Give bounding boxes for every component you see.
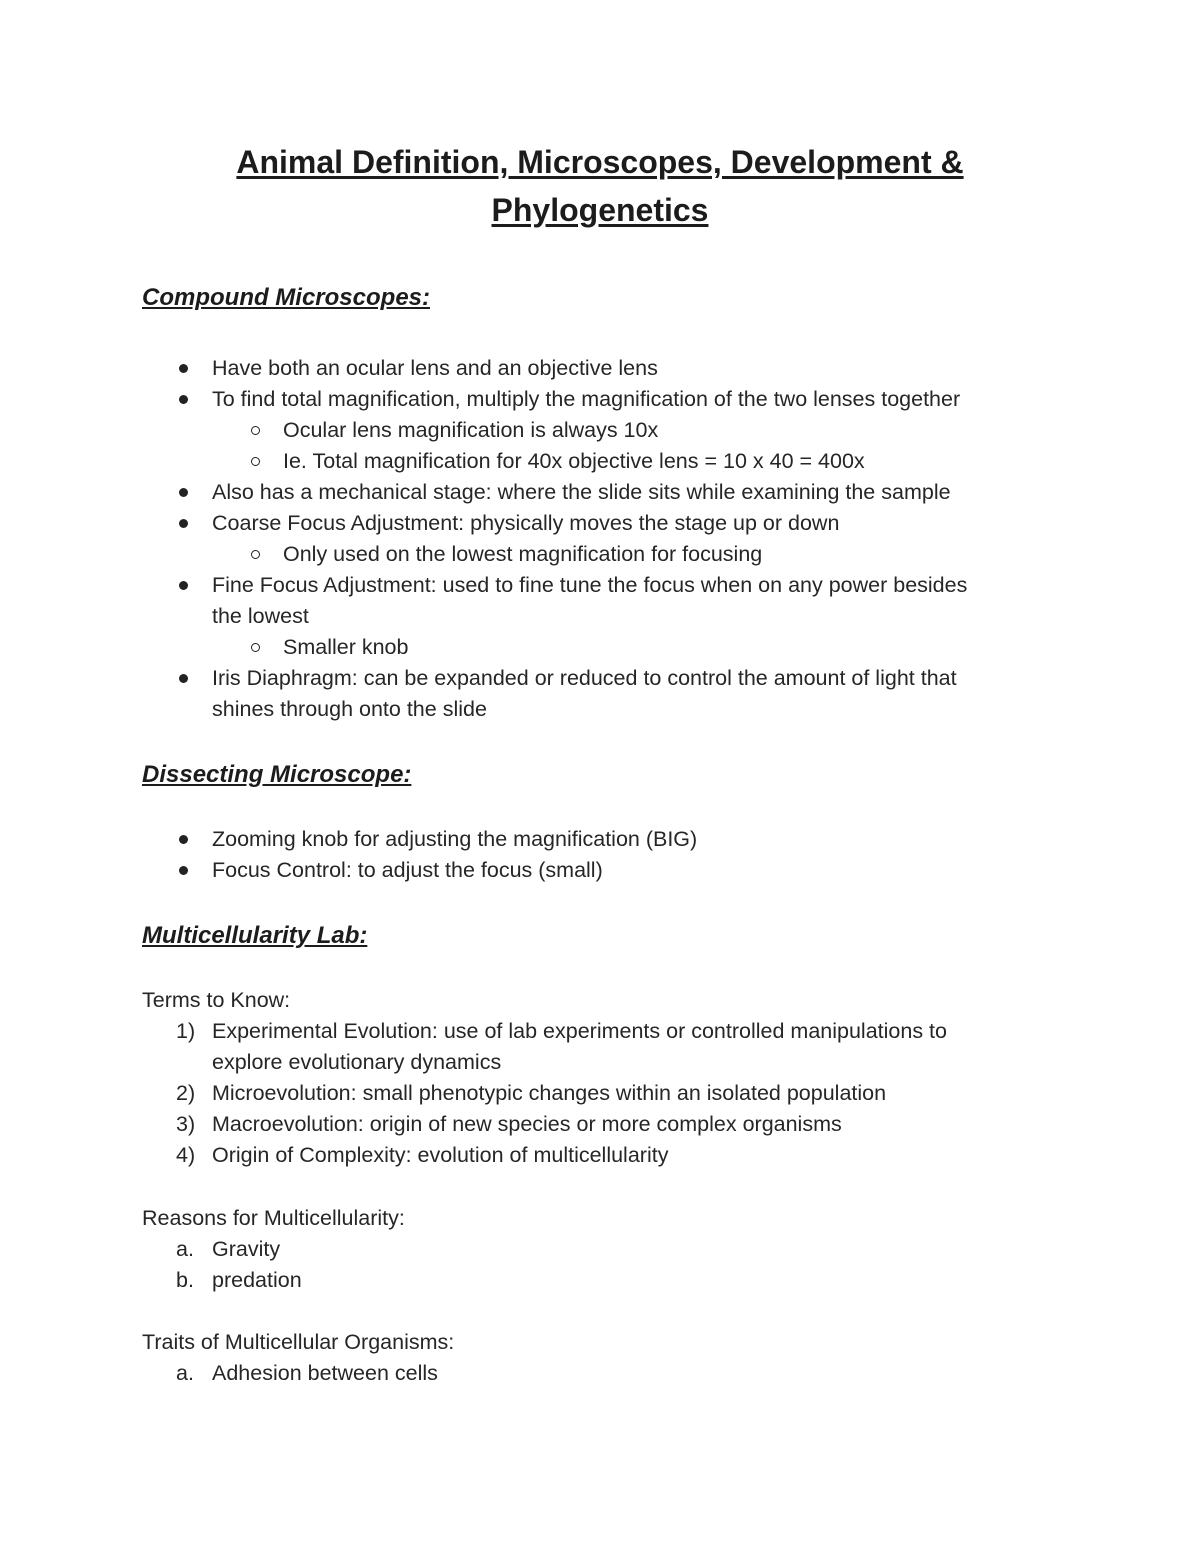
bullet-icon: [179, 364, 188, 373]
traits-label: Traits of Multicellular Organisms:: [142, 1330, 455, 1354]
bullet-icon: [179, 395, 188, 404]
list-item: Also has a mechanical stage: where the slide sits while examining the sample: [212, 480, 951, 504]
terms-to-know-label: Terms to Know:: [142, 988, 291, 1012]
sub-list-item: Only used on the lowest magnification for focusing: [283, 542, 763, 566]
list-item: To find total magnification, multiply the magnification of the two lenses together: [212, 387, 961, 411]
list-item: Fine Focus Adjustment: used to fine tune the focus when on any power besides: [212, 573, 968, 597]
list-number: 3): [176, 1112, 196, 1136]
numbered-item: Origin of Complexity: evolution of multicellularity: [212, 1143, 669, 1167]
numbered-item: Macroevolution: origin of new species or more complex organisms: [212, 1112, 842, 1136]
list-item: Zooming knob for adjusting the magnification (BIG): [212, 827, 698, 851]
numbered-item: Experimental Evolution: use of lab experiments or controlled manipulations to: [212, 1019, 947, 1043]
numbered-item-continuation: explore evolutionary dynamics: [212, 1050, 502, 1074]
list-item: Iris Diaphragm: can be expanded or reduced to control the amount of light that: [212, 666, 957, 690]
list-letter: a.: [176, 1361, 194, 1385]
hollow-bullet-icon: [251, 426, 260, 435]
compound-microscopes-heading: Compound Microscopes:: [142, 284, 431, 311]
list-letter: b.: [176, 1268, 194, 1292]
lettered-item: Gravity: [212, 1237, 281, 1261]
list-item: Coarse Focus Adjustment: physically moves the stage up or down: [212, 511, 840, 535]
bullet-icon: [179, 519, 188, 528]
list-number: 1): [176, 1019, 196, 1043]
numbered-item: Microevolution: small phenotypic changes within an isolated population: [212, 1081, 887, 1105]
bullet-icon: [179, 866, 188, 875]
list-item: Focus Control: to adjust the focus (small): [212, 858, 603, 882]
document-title-line-1: Animal Definition, Microscopes, Development &: [236, 144, 964, 180]
list-item-continuation: the lowest: [212, 604, 309, 628]
sub-list-item: Smaller knob: [283, 635, 409, 659]
bullet-icon: [179, 488, 188, 497]
lettered-item: predation: [212, 1268, 302, 1292]
list-number: 4): [176, 1143, 196, 1167]
bullet-icon: [179, 674, 188, 683]
list-item-continuation: shines through onto the slide: [212, 697, 487, 721]
dissecting-microscope-heading: Dissecting Microscope:: [142, 761, 412, 788]
list-item: Have both an ocular lens and an objective lens: [212, 356, 658, 380]
hollow-bullet-icon: [251, 457, 260, 466]
sub-list-item: Ocular lens magnification is always 10x: [283, 418, 659, 442]
bullet-icon: [179, 835, 188, 844]
lettered-item: Adhesion between cells: [212, 1361, 438, 1385]
hollow-bullet-icon: [251, 643, 260, 652]
hollow-bullet-icon: [251, 550, 260, 559]
reasons-label: Reasons for Multicellularity:: [142, 1206, 405, 1230]
list-number: 2): [176, 1081, 196, 1105]
multicellularity-lab-heading: Multicellularity Lab:: [142, 922, 368, 949]
sub-list-item: Ie. Total magnification for 40x objective lens = 10 x 40 = 400x: [283, 449, 865, 473]
bullet-icon: [179, 581, 188, 590]
document-title-line-2: Phylogenetics: [491, 192, 709, 228]
list-letter: a.: [176, 1237, 194, 1261]
